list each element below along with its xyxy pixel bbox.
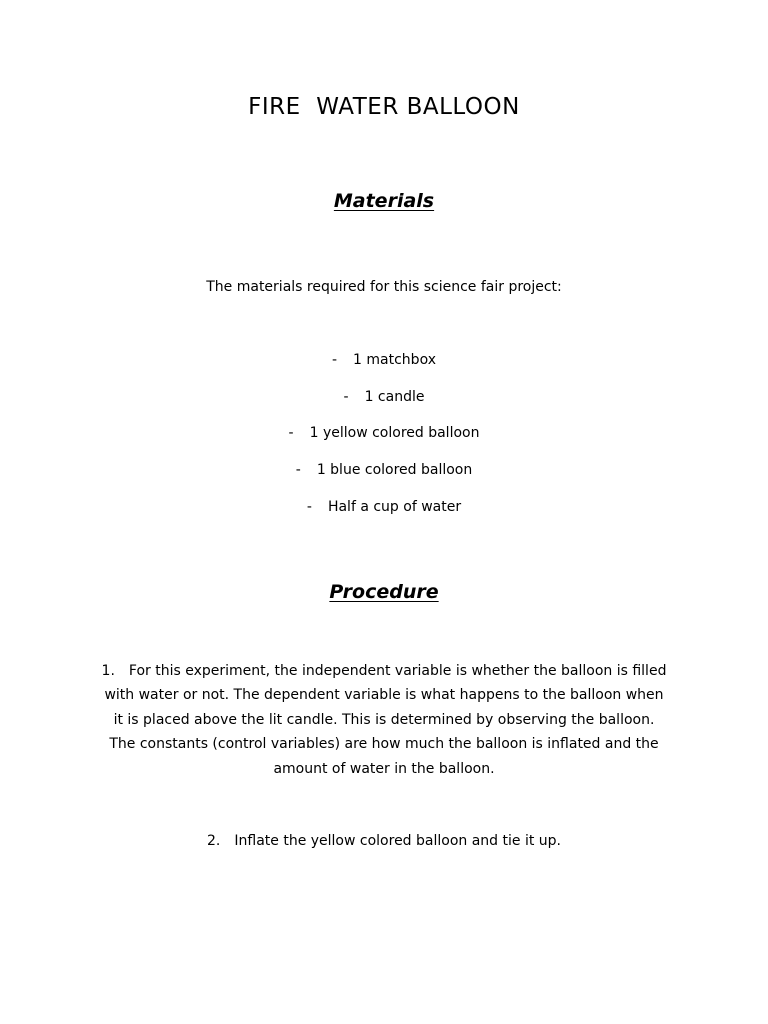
step-text: Inflate the yellow colored balloon and tie it up. — [234, 833, 561, 849]
materials-item-label: 1 blue colored balloon — [316, 462, 473, 478]
list-item — [0, 499, 768, 515]
materials-item-label: 1 matchbox — [353, 352, 436, 368]
list-item — [0, 389, 768, 405]
list-item — [0, 425, 768, 441]
bullet-dash: - — [295, 462, 301, 478]
list-item — [0, 462, 768, 478]
bullet-dash: - — [306, 499, 312, 515]
list-item — [0, 352, 768, 368]
step-text: For this experiment, the independent variable is whether the balloon is filled with water or not. The dependent variable is what happens to the balloon when it is placed above the lit candle. This is determined by observing the balloon. The constants (control variables) are how much the balloon is inflated and the amount of water in the balloon. — [104, 663, 667, 777]
document-title: FIRE WATER BALLOON — [248, 94, 520, 120]
bullet-dash: - — [343, 389, 349, 405]
materials-intro: The materials required for this science fair project: — [206, 279, 562, 295]
materials-item-label: 1 candle — [364, 389, 425, 405]
step-number: 2. — [207, 833, 221, 849]
procedure-step — [100, 829, 668, 853]
procedure-step — [100, 659, 668, 781]
materials-heading: Materials — [333, 190, 435, 212]
bullet-dash: - — [288, 425, 294, 441]
materials-item-label: Half a cup of water — [327, 499, 462, 515]
bullet-dash: - — [331, 352, 338, 368]
step-number: 1. — [101, 663, 115, 679]
materials-item-label: 1 yellow colored balloon — [309, 425, 480, 441]
procedure-heading: Procedure — [329, 581, 439, 603]
